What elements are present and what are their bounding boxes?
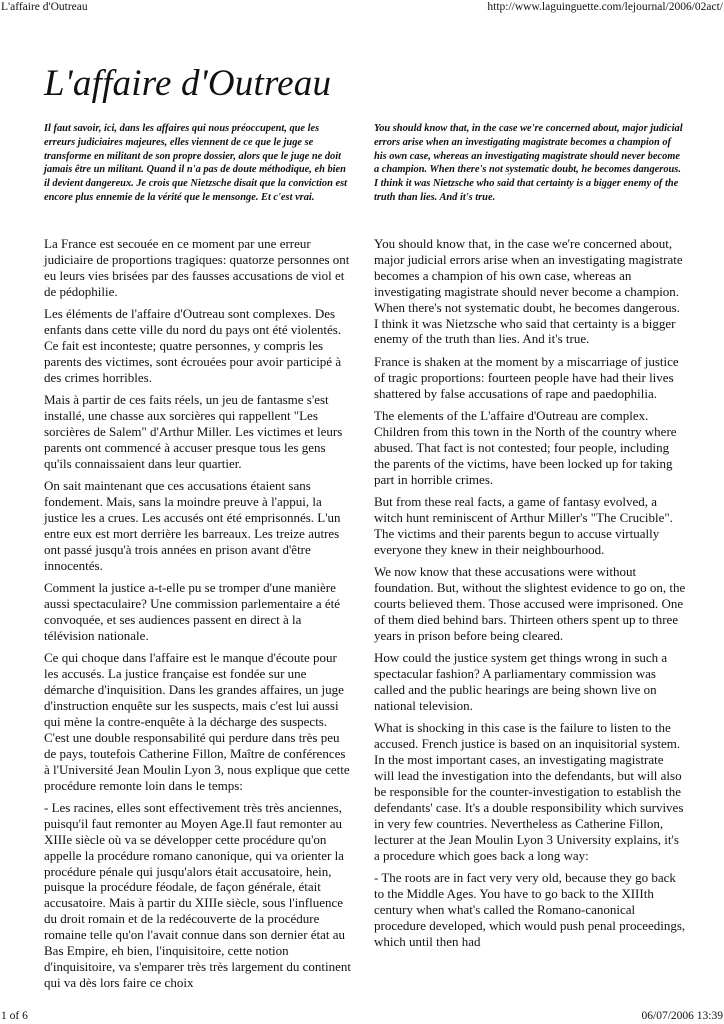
paragraph-fr: - Les racines, elles sont effectivement très très anciennes, puisqu'il faut remonter au Moyen Age.Il faut remonter au XIIIe siècle où va se développer cette procédure qu'on appelle la procédure romano canonique, qui va orienter la procédure pénale qui jusqu'alors était accusatoire, hein, puisque la procédure féodale, de façon générale, était accusatoire. Mais à partir du XIIIe siècle, sous l'influence du droit romain et de la redécouverte de la procédure romaine telle qu'on l'avait connue dans son dernier état au Bas Empire, eh bien, l'inquisitoire, cette notion d'inquisitoire, va s'emparer très très largement du continent qui va dès lors faire ce choix <box>44 799 351 990</box>
paragraph-fr: Mais à partir de ces faits réels, un jeu de fantasme s'est installé, une chasse aux sorcières qui rappellent "Les sorcières de Salem" d'Arthur Miller. Les victimes et leurs parents ont commencé à accuser presque tous les gens qu'ils connaissaient dans leur quartier. <box>44 392 343 471</box>
paragraph-en: France is shaken at the moment by a miscarriage of justice of tragic proportions: fourteen people have had their lives shattered by false accusations of rape and paedophilia. <box>374 353 679 401</box>
paragraph-fr: Comment la justice a-t-elle pu se tromper d'une manière aussi spectaculaire? Une commission parlementaire a été convoquée, et ses audiences passent en direct à la télévision nationale. <box>44 580 340 643</box>
header-page-title: L'affaire d'Outreau <box>1 1 88 13</box>
intro-quote-fr: Il faut savoir, ici, dans les affaires qui nous préoccupent, que les erreurs judiciaires majeures, elles viennent de ce que le juge se transforme en militant de son propre dossier, alors que le juge ne doit jamais être un militant. Quand il n'a pas de doute méthodique, eh bien il devient dangereux. Je crois que Nietzsche disait que la conviction est encore plus ennemie de la vérité que le mensonge. Et c'est vrai. <box>44 123 348 203</box>
print-header <box>0 0 724 16</box>
paragraph-fr: Ce qui choque dans l'affaire est le manque d'écoute pour les accusés. La justice française est fondée sur une démarche d'inquisition. Dans les grandes affaires, un juge d'instruction enquête sur les suspects, mais c'est lui aussi qui mène la contre-enquête à la décharge des suspects. C'est une double responsabilité qui perdure dans très peu de pays, toutefois Catherine Fillon, Maître de conférences à l'Université Jean Moulin Lyon 3, nous explique que cette procédure remonte loin dans le temps: <box>44 650 350 793</box>
paragraph-en: What is shocking in this case is the failure to listen to the accused. French justice is based on an inquisitorial system. In the most important cases, an investigating magistrate will lead the investigation into the defendants, but will also be responsible for the counter-investigation to establish the defendants' case. It's a double responsibility which survives in very few countries. Nevertheless as Catherine Fillon, lecturer at the Jean Moulin Lyon 3 University explains, it's a procedure which goes back a long way: <box>374 720 684 863</box>
paragraph-en: How could the justice system get things wrong in such a spectacular fashion? A parliamentary commission was called and the public hearings are being shown live on national television. <box>374 650 668 713</box>
print-footer <box>0 1008 724 1024</box>
article-title: L'affaire d'Outreau <box>44 63 332 104</box>
paragraph-fr: On sait maintenant que ces accusations étaient sans fondement. Mais, sans la moindre preuve à l'appui, la justice les a crues. Les accusés ont été emprisonnés. L'un entre eux est mort derrière les barreaux. Les treize autres ont passé jusqu'à trois années en prison avant d'être innocentés. <box>44 478 341 573</box>
intro-quote-en: You should know that, in the case we're concerned about, major judicial errors arise when an investigating magistrate becomes a champion of his own case, whereas an investigating magistrate should never become a champion. When there's not systematic doubt, he becomes dangerous. I think it was Nietzsche who said that certainty is a bigger enemy of the truth than lies. And it's true. <box>374 123 683 203</box>
paragraph-en: But from these real facts, a game of fantasy evolved, a witch hunt reminiscent of Arthur Miller's "The Crucible". The victims and their parents begun to accuse virtually everyone they knew in their neighbourhood. <box>374 494 673 557</box>
paragraph-en: - The roots are in fact very very old, because they go back to the Middle Ages. You have to go back to the XIIIth century when what's called the Romano-canonical procedure developed, which would push penal proceedings, which until then had <box>374 870 686 949</box>
print-timestamp: 06/07/2006 13:39 <box>641 1010 723 1022</box>
paragraph-en: The elements of the L'affaire d'Outreau are complex. Children from this town in the North of the country where abused. That fact is not contested; four people, including the parents of the victims, have been locked up for taking part in horrible crimes. <box>374 408 677 487</box>
article-column-en <box>374 236 686 956</box>
header-url: http://www.laguinguette.com/lejournal/2006/02act/ <box>487 1 723 13</box>
paragraph-en: We now know that these accusations were without foundation. But, without the slightest evidence to go on, the courts believed them. Those accused were imprisoned. One of them died behind bars. Thirteen others spent up to three years in prison before being cleared. <box>374 564 686 643</box>
paragraph-en: You should know that, in the case we're concerned about, major judicial errors arise when an investigating magistrate becomes a champion of his own case, whereas an investigating magistrate should never become a champion. When there's not systematic doubt, he becomes dangerous. I think it was Nietzsche who said that certainty is a bigger enemy of the truth than lies. And it's true. <box>374 236 683 347</box>
article-column-fr <box>44 236 352 997</box>
paragraph-fr: La France est secouée en ce moment par une erreur judiciaire de proportions tragiques: quatorze personnes ont eu leurs vies brisées par des fausses accusations de viol et de pédophilie. <box>44 236 350 299</box>
paragraph-fr: Les éléments de l'affaire d'Outreau sont complexes. Des enfants dans cette ville du nord du pays ont été violentés. Ce fait est inconteste; quatre personnes, y compris les parents des victimes, sont écrouées pour avoir participé à des crimes horribles. <box>44 306 342 385</box>
page-number: 1 of 6 <box>1 1010 28 1022</box>
